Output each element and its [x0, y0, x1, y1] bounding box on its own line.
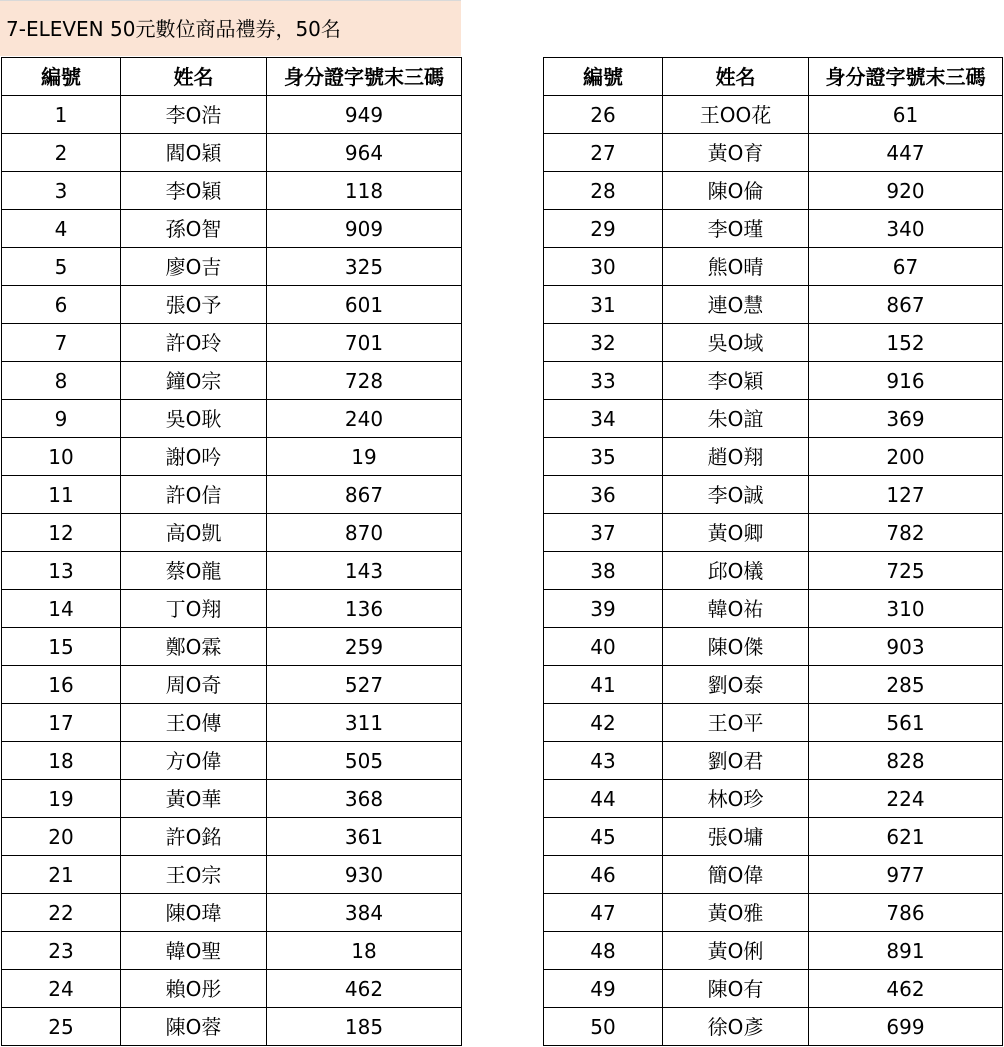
- row-number: 17: [2, 704, 121, 742]
- table-row: [544, 780, 1003, 818]
- row-id-last3: 361: [267, 818, 462, 856]
- row-id-last3: 828: [809, 742, 1003, 780]
- row-id-last3: 701: [267, 324, 462, 362]
- row-number: 45: [544, 818, 663, 856]
- row-name: 許O銘: [121, 818, 267, 856]
- row-name: 簡O偉: [663, 856, 809, 894]
- row-number: 16: [2, 666, 121, 704]
- row-name: 高O凱: [121, 514, 267, 552]
- row-number: 38: [544, 552, 663, 590]
- table-row: [2, 932, 462, 970]
- row-name: 李O瑾: [663, 210, 809, 248]
- row-number: 47: [544, 894, 663, 932]
- row-id-last3: 259: [267, 628, 462, 666]
- table-body-right: [544, 96, 1003, 1046]
- row-name: 劉O君: [663, 742, 809, 780]
- row-number: 34: [544, 400, 663, 438]
- row-id-last3: 964: [267, 134, 462, 172]
- table-row: [2, 514, 462, 552]
- table-row: [544, 666, 1003, 704]
- row-name: 黃O華: [121, 780, 267, 818]
- row-name: 吳O耿: [121, 400, 267, 438]
- row-number: 9: [2, 400, 121, 438]
- row-name: 張O予: [121, 286, 267, 324]
- row-id-last3: 384: [267, 894, 462, 932]
- row-number: 46: [544, 856, 663, 894]
- row-number: 8: [2, 362, 121, 400]
- row-number: 18: [2, 742, 121, 780]
- row-name: 王OO花: [663, 96, 809, 134]
- table-row: [544, 552, 1003, 590]
- table-row: [544, 856, 1003, 894]
- table-row: [544, 324, 1003, 362]
- row-name: 黃O卿: [663, 514, 809, 552]
- row-number: 20: [2, 818, 121, 856]
- table-row: [2, 476, 462, 514]
- row-name: 李O誠: [663, 476, 809, 514]
- row-number: 39: [544, 590, 663, 628]
- row-id-last3: 462: [267, 970, 462, 1008]
- row-name: 李O穎: [663, 362, 809, 400]
- row-number: 27: [544, 134, 663, 172]
- table-row: [2, 970, 462, 1008]
- row-number: 12: [2, 514, 121, 552]
- winners-table-right: [543, 57, 1003, 1046]
- table-row: [2, 96, 462, 134]
- row-name: 連O慧: [663, 286, 809, 324]
- table-row: [544, 932, 1003, 970]
- header-name: 姓名: [663, 58, 809, 96]
- row-name: 蔡O龍: [121, 552, 267, 590]
- table-row: [2, 362, 462, 400]
- row-id-last3: 891: [809, 932, 1003, 970]
- table-row: [544, 134, 1003, 172]
- row-name: 陳O倫: [663, 172, 809, 210]
- header-row: [2, 58, 462, 96]
- row-number: 37: [544, 514, 663, 552]
- row-name: 謝O吟: [121, 438, 267, 476]
- row-id-last3: 601: [267, 286, 462, 324]
- row-id-last3: 867: [809, 286, 1003, 324]
- row-name: 朱O誼: [663, 400, 809, 438]
- row-id-last3: 867: [267, 476, 462, 514]
- row-name: 許O信: [121, 476, 267, 514]
- row-number: 41: [544, 666, 663, 704]
- row-number: 11: [2, 476, 121, 514]
- row-id-last3: 369: [809, 400, 1003, 438]
- row-name: 廖O吉: [121, 248, 267, 286]
- row-number: 26: [544, 96, 663, 134]
- table-row: [2, 666, 462, 704]
- row-number: 23: [2, 932, 121, 970]
- table-row: [2, 248, 462, 286]
- row-number: 22: [2, 894, 121, 932]
- row-id-last3: 224: [809, 780, 1003, 818]
- row-name: 韓O聖: [121, 932, 267, 970]
- row-id-last3: 311: [267, 704, 462, 742]
- row-name: 張O墉: [663, 818, 809, 856]
- row-id-last3: 728: [267, 362, 462, 400]
- row-name: 陳O蓉: [121, 1008, 267, 1046]
- table-row: [2, 552, 462, 590]
- row-name: 方O偉: [121, 742, 267, 780]
- row-name: 周O奇: [121, 666, 267, 704]
- title-bar: [0, 0, 461, 56]
- row-name: 王O傳: [121, 704, 267, 742]
- row-id-last3: 325: [267, 248, 462, 286]
- table-row: [544, 742, 1003, 780]
- row-id-last3: 340: [809, 210, 1003, 248]
- row-name: 黃O育: [663, 134, 809, 172]
- row-number: 49: [544, 970, 663, 1008]
- table-row: [2, 628, 462, 666]
- table-row: [544, 172, 1003, 210]
- row-id-last3: 143: [267, 552, 462, 590]
- row-number: 31: [544, 286, 663, 324]
- table-row: [544, 970, 1003, 1008]
- table-row: [544, 96, 1003, 134]
- table-row: [544, 514, 1003, 552]
- table-row: [2, 400, 462, 438]
- table-body-left: [2, 96, 462, 1046]
- row-number: 19: [2, 780, 121, 818]
- header-number: 編號: [544, 58, 663, 96]
- table-row: [2, 1008, 462, 1046]
- row-id-last3: 67: [809, 248, 1003, 286]
- row-id-last3: 185: [267, 1008, 462, 1046]
- row-id-last3: 462: [809, 970, 1003, 1008]
- row-number: 28: [544, 172, 663, 210]
- row-name: 許O玲: [121, 324, 267, 362]
- table-row: [2, 704, 462, 742]
- row-number: 40: [544, 628, 663, 666]
- row-id-last3: 870: [267, 514, 462, 552]
- table-row: [544, 438, 1003, 476]
- table-row: [544, 628, 1003, 666]
- row-number: 14: [2, 590, 121, 628]
- row-id-last3: 621: [809, 818, 1003, 856]
- row-id-last3: 977: [809, 856, 1003, 894]
- row-id-last3: 699: [809, 1008, 1003, 1046]
- row-number: 13: [2, 552, 121, 590]
- row-number: 10: [2, 438, 121, 476]
- row-number: 3: [2, 172, 121, 210]
- header-number: 編號: [2, 58, 121, 96]
- row-number: 29: [544, 210, 663, 248]
- table-row: [544, 362, 1003, 400]
- table-row: [544, 704, 1003, 742]
- table-row: [2, 818, 462, 856]
- row-id-last3: 310: [809, 590, 1003, 628]
- table-row: [544, 1008, 1003, 1046]
- table-row: [2, 894, 462, 932]
- row-id-last3: 368: [267, 780, 462, 818]
- row-name: 李O浩: [121, 96, 267, 134]
- row-name: 趙O翔: [663, 438, 809, 476]
- table-row: [2, 780, 462, 818]
- table-row: [2, 134, 462, 172]
- table-row: [544, 210, 1003, 248]
- row-id-last3: 240: [267, 400, 462, 438]
- table-row: [544, 476, 1003, 514]
- table-row: [544, 400, 1003, 438]
- header-row: [544, 58, 1003, 96]
- row-name: 吳O域: [663, 324, 809, 362]
- row-name: 林O珍: [663, 780, 809, 818]
- row-id-last3: 903: [809, 628, 1003, 666]
- row-number: 24: [2, 970, 121, 1008]
- row-name: 熊O晴: [663, 248, 809, 286]
- table-row: [2, 438, 462, 476]
- page-title: 7-ELEVEN 50元數位商品禮券，50名: [6, 17, 341, 41]
- row-number: 36: [544, 476, 663, 514]
- row-name: 李O穎: [121, 172, 267, 210]
- row-number: 32: [544, 324, 663, 362]
- row-id-last3: 200: [809, 438, 1003, 476]
- row-id-last3: 447: [809, 134, 1003, 172]
- row-id-last3: 61: [809, 96, 1003, 134]
- row-name: 陳O傑: [663, 628, 809, 666]
- row-id-last3: 118: [267, 172, 462, 210]
- table-row: [2, 324, 462, 362]
- row-id-last3: 19: [267, 438, 462, 476]
- row-name: 韓O祐: [663, 590, 809, 628]
- row-id-last3: 527: [267, 666, 462, 704]
- row-number: 42: [544, 704, 663, 742]
- row-number: 4: [2, 210, 121, 248]
- row-id-last3: 916: [809, 362, 1003, 400]
- table-row: [2, 590, 462, 628]
- row-number: 5: [2, 248, 121, 286]
- header-id-last3: 身分證字號末三碼: [267, 58, 462, 96]
- row-id-last3: 18: [267, 932, 462, 970]
- table-row: [544, 818, 1003, 856]
- row-id-last3: 909: [267, 210, 462, 248]
- row-id-last3: 782: [809, 514, 1003, 552]
- row-name: 王O平: [663, 704, 809, 742]
- row-name: 賴O彤: [121, 970, 267, 1008]
- table-row: [2, 856, 462, 894]
- row-id-last3: 152: [809, 324, 1003, 362]
- row-number: 50: [544, 1008, 663, 1046]
- header-name: 姓名: [121, 58, 267, 96]
- row-name: 徐O彥: [663, 1008, 809, 1046]
- row-number: 6: [2, 286, 121, 324]
- row-id-last3: 505: [267, 742, 462, 780]
- row-name: 劉O泰: [663, 666, 809, 704]
- row-name: 丁O翔: [121, 590, 267, 628]
- table-row: [544, 286, 1003, 324]
- row-id-last3: 786: [809, 894, 1003, 932]
- table-row: [2, 286, 462, 324]
- row-number: 48: [544, 932, 663, 970]
- row-number: 2: [2, 134, 121, 172]
- row-number: 44: [544, 780, 663, 818]
- row-name: 黃O俐: [663, 932, 809, 970]
- row-id-last3: 285: [809, 666, 1003, 704]
- row-id-last3: 725: [809, 552, 1003, 590]
- row-id-last3: 920: [809, 172, 1003, 210]
- row-name: 閻O穎: [121, 134, 267, 172]
- row-name: 陳O瑋: [121, 894, 267, 932]
- row-id-last3: 561: [809, 704, 1003, 742]
- row-name: 鐘O宗: [121, 362, 267, 400]
- row-number: 30: [544, 248, 663, 286]
- table-row: [544, 894, 1003, 932]
- row-number: 1: [2, 96, 121, 134]
- row-number: 15: [2, 628, 121, 666]
- table-row: [544, 590, 1003, 628]
- table-row: [2, 172, 462, 210]
- row-name: 鄭O霖: [121, 628, 267, 666]
- table-row: [2, 210, 462, 248]
- row-number: 7: [2, 324, 121, 362]
- table-row: [2, 742, 462, 780]
- row-name: 陳O有: [663, 970, 809, 1008]
- row-name: 邱O檥: [663, 552, 809, 590]
- table-row: [544, 248, 1003, 286]
- header-id-last3: 身分證字號末三碼: [809, 58, 1003, 96]
- row-name: 王O宗: [121, 856, 267, 894]
- row-number: 21: [2, 856, 121, 894]
- row-id-last3: 136: [267, 590, 462, 628]
- row-id-last3: 930: [267, 856, 462, 894]
- winners-table-left: [1, 57, 462, 1046]
- row-number: 25: [2, 1008, 121, 1046]
- row-number: 35: [544, 438, 663, 476]
- row-number: 43: [544, 742, 663, 780]
- row-name: 孫O智: [121, 210, 267, 248]
- row-id-last3: 949: [267, 96, 462, 134]
- row-number: 33: [544, 362, 663, 400]
- row-name: 黃O雅: [663, 894, 809, 932]
- row-id-last3: 127: [809, 476, 1003, 514]
